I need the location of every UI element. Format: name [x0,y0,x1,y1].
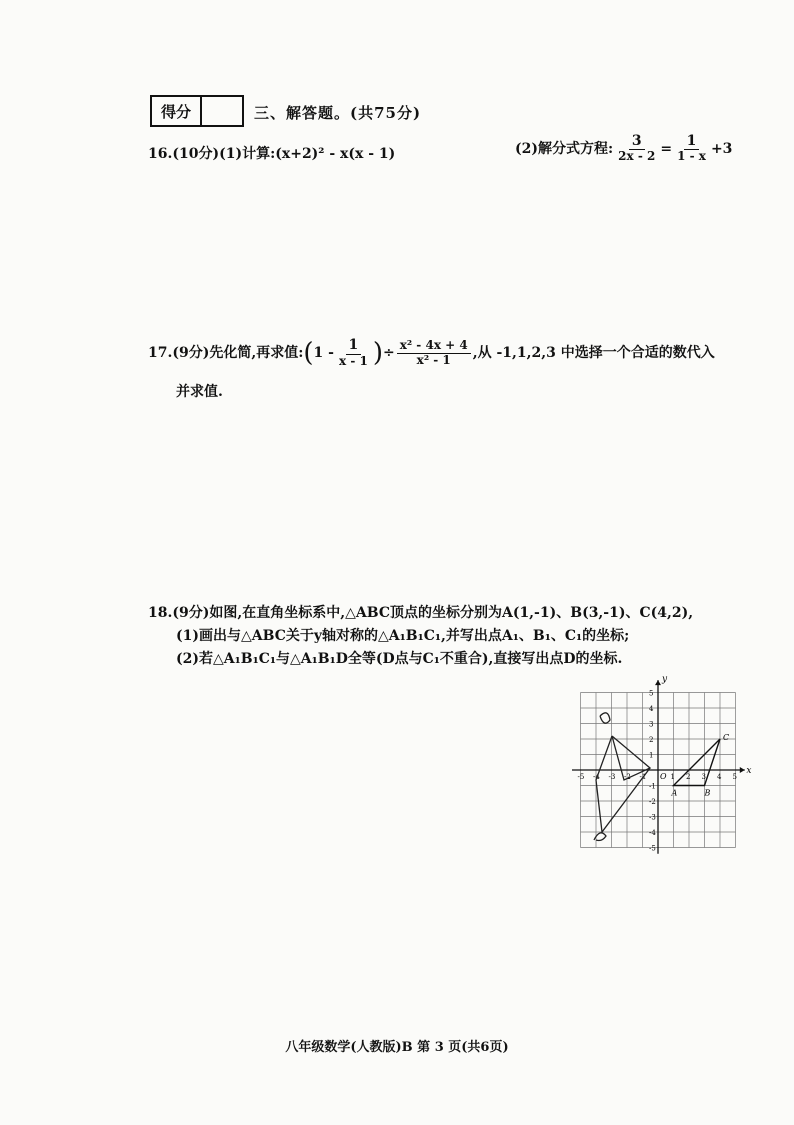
score-blank [202,97,242,125]
x-tick-label: -1 [639,773,647,781]
origin-label: O [660,772,667,781]
q16-part2-prefix: (2)解分式方程: [515,140,614,157]
q16-equals: = [660,140,673,157]
q17-paren-open: ( [303,338,314,368]
q18-line3: (2)若△A₁B₁C₁与△A₁B₁D全等(D点与C₁不重合),直接写出点D的坐标. [176,651,623,667]
y-axis-label: y [662,674,668,685]
q17-frac1-den: x - 1 [338,353,368,368]
q16-frac1 [615,134,658,164]
x-tick-label: 4 [717,773,722,781]
q17-frac2-num: x² - 4x + 4 [397,339,471,353]
q16-frac2-den: 1 - x [677,149,706,164]
coordinate-graph [572,672,752,856]
point-c-label: C [723,733,730,742]
y-tick-label: -3 [649,813,656,822]
x-tick-label: 1 [670,773,675,781]
y-tick-label: -5 [649,844,656,853]
q16-frac2 [674,134,709,164]
graph-axes [572,680,745,854]
y-tick-label: 1 [649,751,654,760]
q17-one-minus: 1 - [313,345,334,361]
score-box [150,95,244,127]
point-b-label: B [704,788,711,798]
q17-prefix: 17.(9分)先化简,再求值: [148,345,304,361]
page-footer: 八年级数学(人教版)B 第 3 页(共6页) [285,1040,509,1055]
y-tick-label: 5 [649,689,654,698]
q17-frac2-den: x² - 1 [416,352,451,367]
y-tick-label: 4 [649,705,654,713]
y-tick-label: -4 [649,829,656,837]
x-tick-label: -5 [577,773,585,781]
q17-frac2 [397,339,471,366]
y-tick-label: 2 [649,736,654,744]
y-tick-label: 3 [649,720,654,729]
x-tick-label: -2 [624,773,631,781]
q16-frac2-num: 1 [684,134,700,150]
q17-line2: 并求值. [176,384,223,400]
q16-part2 [515,134,732,164]
point-a-label: A [671,788,678,798]
q17-line1 [148,338,715,368]
score-label: 得分 [152,97,202,125]
q16-part1: 16.(10分)(1)计算:(x+2)² - x(x - 1) [148,146,396,162]
q17-paren-close: ) [372,338,383,368]
x-tick-label: 3 [701,773,706,781]
y-tick-label: -2 [649,798,656,806]
q17-frac1-num: 1 [346,338,362,354]
drawn-lines-left [596,736,650,832]
x-tick-label: -3 [608,773,616,781]
y-tick-label: -1 [649,782,656,791]
triangle-abc [674,739,721,786]
handwritten-c-mark [600,713,610,723]
x-tick-label: 5 [732,773,737,781]
q17-suffix: ,从 -1,1,2,3 中选择一个合适的数代入 [472,345,715,361]
q18-line2: (1)画出与△ABC关于y轴对称的△A₁B₁C₁,并写出点A₁、B₁、C₁的坐标; [176,628,630,644]
q17-frac1 [336,338,371,368]
q16-frac1-den: 2x - 2 [618,149,656,164]
q17-divide: ÷ [382,345,395,361]
q16-tail: +3 [710,140,733,157]
x-tick-label: 2 [686,773,691,781]
q16-frac1-num: 3 [629,134,645,150]
x-axis-label: x [746,766,752,776]
triangle-abc-outline [674,739,721,786]
section-title: 三、解答题。(共75分) [254,104,422,122]
x-tick-label: -4 [593,773,600,781]
q18-line1: 18.(9分)如图,在直角坐标系中,△ABC顶点的坐标分别为A(1,-1)、B(3,-1)、C(4,2), [148,605,694,621]
